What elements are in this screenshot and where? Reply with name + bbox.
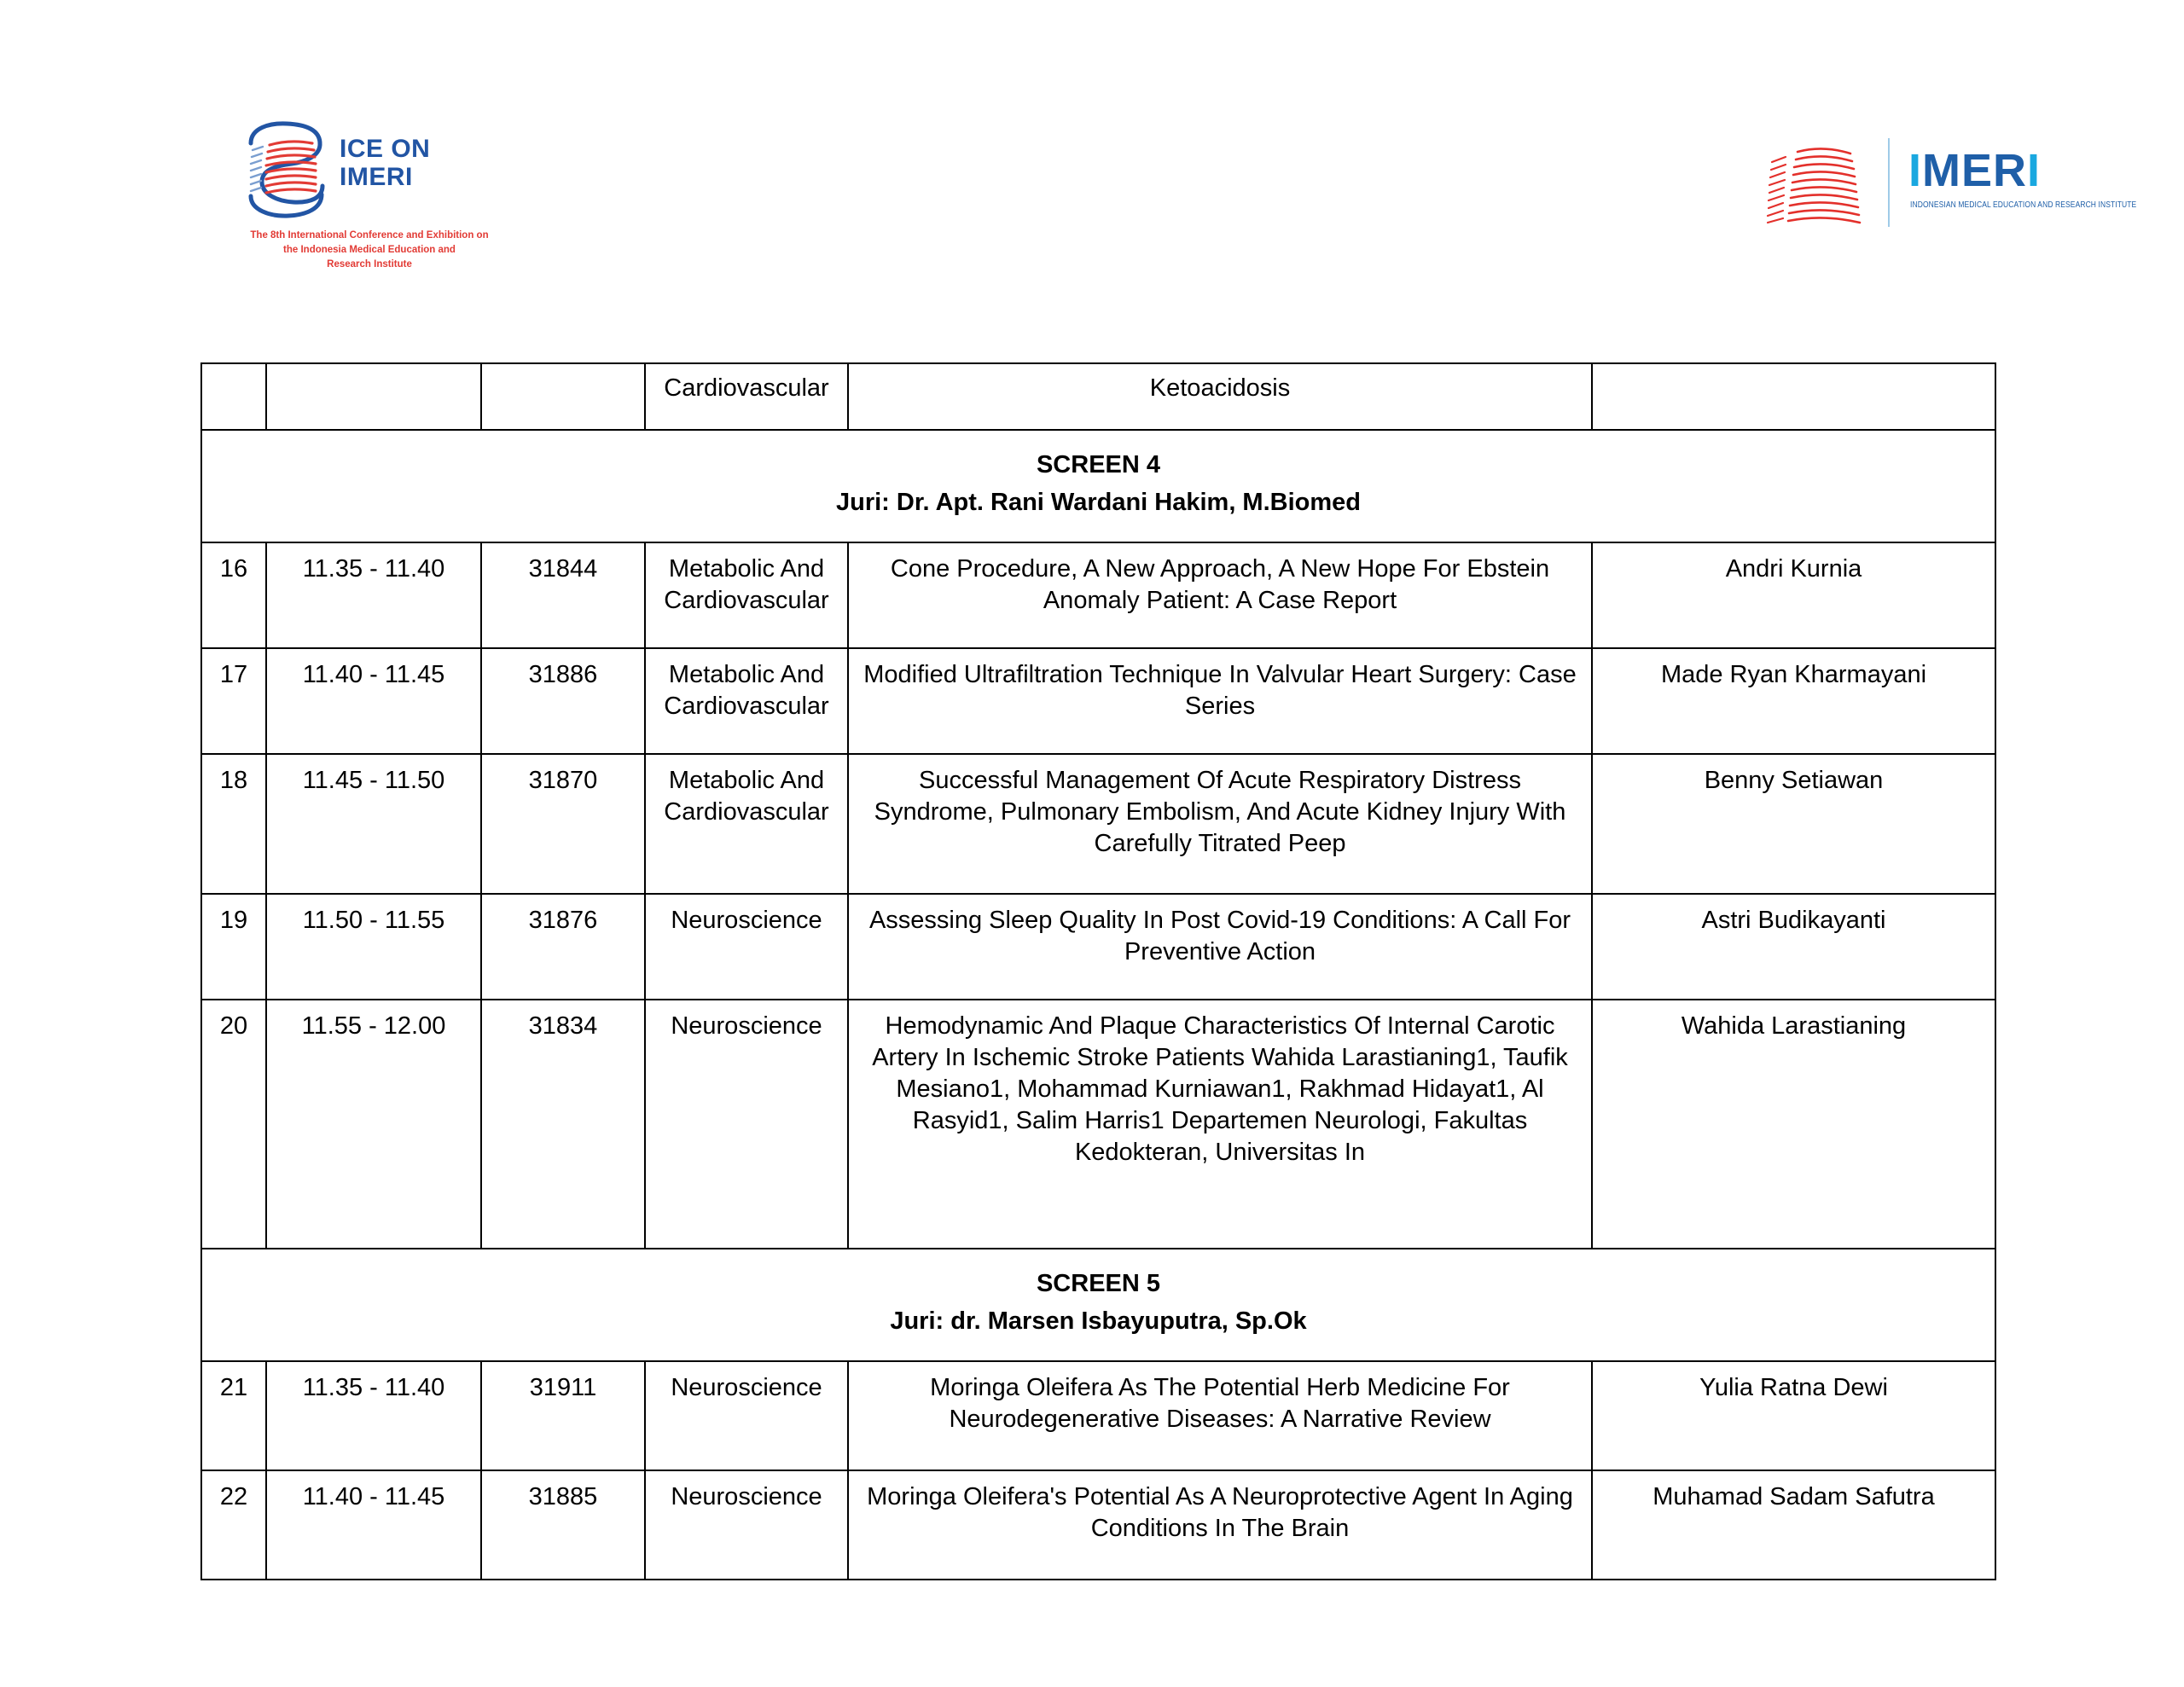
imeri-building-icon [1762,142,1866,225]
screen-header-cell [201,430,1995,542]
cell-no: 18 [201,754,266,894]
cell-topic: Neuroscience [645,1361,848,1470]
cell-no [201,363,266,430]
page-header [0,0,2184,341]
screen-header-row [201,1249,1995,1361]
cell-title: Ketoacidosis [848,363,1592,430]
cell-id: 31886 [481,648,645,754]
cell-time: 11.50 - 11.55 [266,894,481,1000]
cell-no: 17 [201,648,266,754]
table-row[interactable] [201,1361,1995,1470]
ice-subtitle-line-3: Research Institute [327,259,412,270]
cell-no: 20 [201,1000,266,1249]
cell-topic: Neuroscience [645,1470,848,1580]
cell-title: Moringa Oleifera As The Potential Herb Medicine For Neurodegenerative Diseases: A Narrative Review [848,1361,1592,1470]
ice-on-imeri-subtitle [220,229,519,272]
cell-no: 22 [201,1470,266,1580]
ice-on-imeri-mark-icon [237,119,335,220]
cell-speaker: Made Ryan Kharmayani [1592,648,1995,754]
cell-topic: Metabolic And Cardiovascular [645,754,848,894]
imeri-logo [1762,136,2137,239]
cell-title: Cone Procedure, A New Approach, A New Hope For Ebstein Anomaly Patient: A Case Report [848,542,1592,648]
screen-label: SCREEN 4 [1036,451,1161,478]
cell-speaker: Andri Kurnia [1592,542,1995,648]
screen-header-cell [201,1249,1995,1361]
table-row[interactable] [201,1470,1995,1580]
cell-title: Successful Management Of Acute Respiratory Distress Syndrome, Pulmonary Embolism, And Acute Kidney Injury With Carefully Titrated Peep [848,754,1592,894]
schedule-table [200,362,1996,1580]
cell-title: Modified Ultrafiltration Technique In Valvular Heart Surgery: Case Series [848,648,1592,754]
cell-speaker: Benny Setiawan [1592,754,1995,894]
cell-id: 31876 [481,894,645,1000]
ice-wordmark-line2: IMERI [340,163,413,191]
screen-label: SCREEN 5 [1036,1270,1161,1297]
cell-time: 11.40 - 11.45 [266,648,481,754]
cell-title: Assessing Sleep Quality In Post Covid-19 Conditions: A Call For Preventive Action [848,894,1592,1000]
imeri-subtitle: INDONESIAN MEDICAL EDUCATION AND RESEARCH INSTITUTE [1910,200,2137,210]
ice-wordmark-line1: ICE ON [340,135,431,163]
cell-time: 11.55 - 12.00 [266,1000,481,1249]
cell-id: 31834 [481,1000,645,1249]
cell-id: 31870 [481,754,645,894]
cell-speaker: Yulia Ratna Dewi [1592,1361,1995,1470]
ice-on-imeri-logo [237,119,510,290]
cell-id: 31911 [481,1361,645,1470]
cell-no: 21 [201,1361,266,1470]
ice-subtitle-line-1: The 8th International Conference and Exhibition on [250,230,489,241]
cell-title: Moringa Oleifera's Potential As A Neuroprotective Agent In Aging Conditions In The Brain [848,1470,1592,1580]
cell-id [481,363,645,430]
table-row[interactable] [201,754,1995,894]
cell-time [266,363,481,430]
cell-topic: Neuroscience [645,1000,848,1249]
cell-topic: Metabolic And Cardiovascular [645,542,848,648]
schedule-table-container [200,362,1996,1580]
juri-label: Juri: dr. Marsen Isbayuputra, Sp.Ok [890,1307,1307,1335]
ice-subtitle-line-2: the Indonesia Medical Education and [283,245,456,255]
cell-no: 19 [201,894,266,1000]
table-row[interactable] [201,648,1995,754]
table-row[interactable] [201,894,1995,1000]
cell-time: 11.45 - 11.50 [266,754,481,894]
imeri-logo-divider [1888,138,1890,227]
cell-speaker: Astri Budikayanti [1592,894,1995,1000]
cell-no: 16 [201,542,266,648]
cell-time: 11.35 - 11.40 [266,542,481,648]
table-row[interactable] [201,1000,1995,1249]
cell-title: Hemodynamic And Plaque Characteristics Of Internal Carotic Artery In Ischemic Stroke Patients Wahida Larastianing1, Taufik Mesiano1, Mohammad Kurniawan1, Rakhmad Hidayat1, Al Rasyid1, Salim Harris1 Departemen Neurologi, Fakultas Kedokteran, Universitas In [848,1000,1592,1249]
cell-time: 11.40 - 11.45 [266,1470,481,1580]
cell-time: 11.35 - 11.40 [266,1361,481,1470]
table-row-continuation [201,363,1995,430]
cell-topic: Cardiovascular [645,363,848,430]
cell-speaker: Wahida Larastianing [1592,1000,1995,1249]
ice-on-imeri-wordmark [340,135,430,191]
screen-header-row [201,430,1995,542]
cell-id: 31885 [481,1470,645,1580]
cell-topic: Metabolic And Cardiovascular [645,648,848,754]
cell-topic: Neuroscience [645,894,848,1000]
cell-id: 31844 [481,542,645,648]
table-row[interactable] [201,542,1995,648]
juri-label: Juri: Dr. Apt. Rani Wardani Hakim, M.Biomed [836,489,1361,516]
imeri-wordmark: IMERI [1908,145,2042,196]
cell-speaker: Muhamad Sadam Safutra [1592,1470,1995,1580]
cell-speaker [1592,363,1995,430]
